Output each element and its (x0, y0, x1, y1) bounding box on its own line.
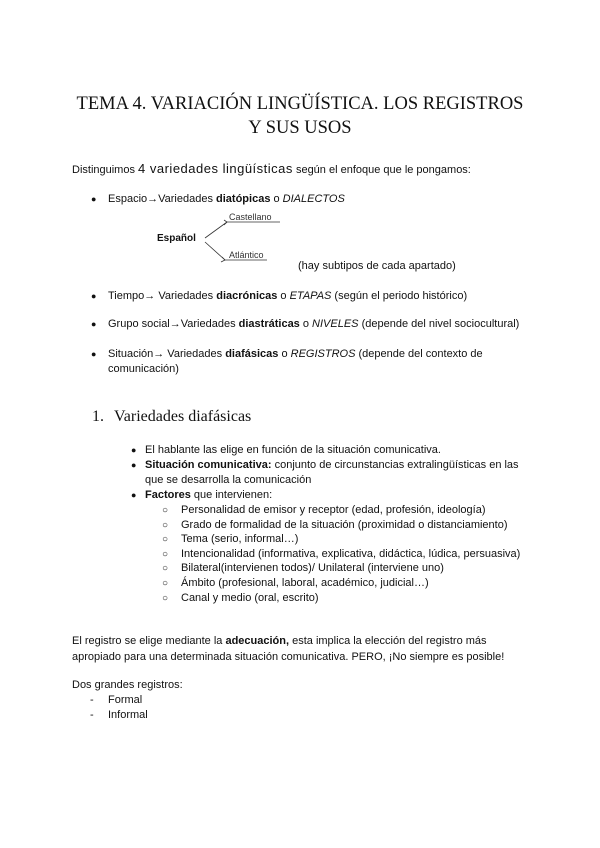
variety-mid: o (299, 318, 313, 330)
variety-item (108, 317, 519, 332)
circle-bullet-icon: ○ (162, 593, 169, 604)
variety-bold: diatópicas (216, 193, 271, 205)
section-bullet (145, 488, 272, 503)
variety-post: (según el periodo histórico) (331, 290, 468, 302)
bullet-icon: ● (131, 460, 137, 470)
variety-pre: Tiempo→ Variedades (108, 290, 217, 302)
variety-post: (depende del contexto de (355, 348, 483, 360)
variety-item (108, 289, 467, 304)
variety-mid: o (278, 348, 291, 360)
bullet-bold: Factores (145, 489, 191, 501)
factor-item: Bilateral(intervienen todos)/ Unilateral (interviene uno) (181, 562, 444, 574)
variety-item (108, 192, 345, 207)
variety-continuation: comunicación) (108, 363, 179, 375)
variety-italic: REGISTROS (290, 348, 356, 360)
factor-item: Personalidad de emisor y receptor (edad, profesión, ideología) (181, 504, 486, 516)
bullet-icon: ● (91, 349, 97, 359)
dash-marker: - (90, 709, 94, 721)
variety-italic: NIVELES (312, 318, 359, 330)
register-item: Informal (108, 709, 148, 721)
variety-mid: o (277, 290, 290, 302)
factor-item: Tema (serio, informal…) (181, 533, 299, 545)
closing-bold: adecuación, (225, 635, 290, 647)
circle-bullet-icon: ○ (162, 520, 169, 531)
variety-bold: diafásicas (225, 348, 279, 360)
dash-marker: - (90, 694, 94, 706)
intro-post: según el enfoque que le pongamos: (292, 164, 471, 176)
title-line-2: Y SUS USOS (248, 118, 352, 138)
variety-bold: diacrónicas (216, 290, 278, 302)
diagram-branch-bottom: Atlántico (229, 250, 264, 260)
section-number: 1. (92, 408, 104, 425)
section-bullet (145, 458, 519, 473)
variety-item (108, 347, 483, 362)
register-item: Formal (108, 694, 143, 706)
circle-bullet-icon: ○ (162, 563, 169, 574)
section-title: Variedades diafásicas (114, 408, 252, 425)
variety-post: (depende del nivel sociocultural) (358, 318, 520, 330)
bullet-continuation: que se desarrolla la comunicación (145, 474, 312, 486)
bullet-icon: ● (91, 194, 97, 204)
section-heading (92, 407, 251, 427)
variety-pre: Situación→ Variedades (108, 348, 226, 360)
diagram-branch-top: Castellano (229, 212, 272, 222)
closing-post: esta implica la elección del registro más (289, 635, 487, 647)
bullet-text: El hablante las elige en función de la situación comunicativa. (145, 444, 441, 456)
bullet-text: que intervienen: (190, 489, 273, 501)
bullet-bold: Situación comunicativa: (145, 459, 272, 471)
circle-bullet-icon: ○ (162, 534, 169, 545)
bullet-icon: ● (131, 445, 137, 455)
closing-continuation: apropiado para una determinada situación comunicativa. PERO, ¡No siempre es posible! (72, 651, 505, 663)
closing-pre: El registro se elige mediante la (72, 635, 226, 647)
variety-italic: DIALECTOS (282, 193, 345, 205)
section-bullet (145, 443, 441, 458)
variety-pre: Grupo social→Variedades (108, 318, 239, 330)
variety-mid: o (270, 193, 283, 205)
registers-heading: Dos grandes registros: (72, 679, 183, 691)
factor-item: Canal y medio (oral, escrito) (181, 592, 319, 604)
circle-bullet-icon: ○ (162, 549, 169, 560)
intro-highlight: 4 variedades lingüísticas (138, 161, 293, 176)
variety-pre: Espacio→Variedades (108, 193, 217, 205)
closing-paragraph (72, 634, 487, 649)
variety-italic: ETAPAS (289, 290, 332, 302)
circle-bullet-icon: ○ (162, 578, 169, 589)
diagram-root: Español (157, 233, 196, 244)
bullet-icon: ● (91, 319, 97, 329)
factor-item: Grado de formalidad de la situación (proximidad o distanciamiento) (181, 519, 508, 531)
variety-bold: diastráticas (238, 318, 300, 330)
factor-item: Intencionalidad (informativa, explicativa, didáctica, lúdica, persuasiva) (181, 548, 521, 560)
page-title (60, 92, 540, 140)
circle-bullet-icon: ○ (162, 505, 169, 516)
bullet-text: conjunto de circunstancias extralingüísticas en las (271, 459, 519, 471)
intro-paragraph (72, 161, 471, 178)
bullet-icon: ● (91, 291, 97, 301)
factor-item: Ámbito (profesional, laboral, académico, judicial…) (181, 577, 429, 589)
title-line-1: TEMA 4. VARIACIÓN LINGÜÍSTICA. LOS REGISTROS (76, 94, 524, 114)
diagram-note: (hay subtipos de cada apartado) (298, 260, 456, 272)
intro-pre: Distinguimos (72, 164, 139, 176)
bullet-icon: ● (131, 490, 137, 500)
